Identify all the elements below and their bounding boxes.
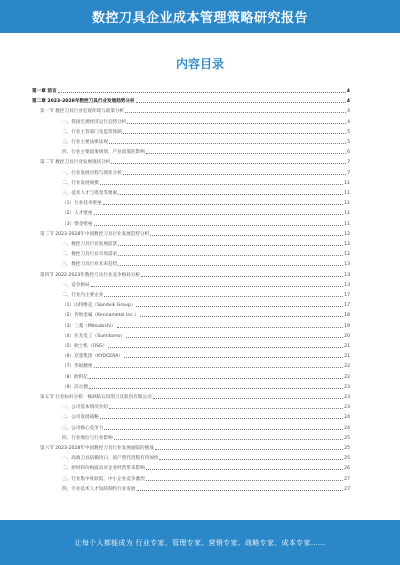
toc-entry-page: 5 — [347, 140, 350, 145]
toc-entry[interactable] — [32, 127, 350, 135]
toc-entry-page: 6 — [347, 150, 350, 156]
toc-entry[interactable] — [32, 86, 350, 94]
toc-leader-dots — [89, 378, 343, 379]
toc-entry-label: 四、专业技术人才短缺制约行业发展 — [62, 486, 136, 492]
toc-entry-page: 11 — [344, 201, 350, 207]
toc-entry-label: 一、行业发展历程与现状分析 — [62, 170, 122, 176]
toc-entry[interactable] — [32, 208, 350, 216]
toc-leader-dots — [109, 143, 346, 144]
toc-leader-dots — [118, 245, 343, 246]
toc-entry-page: 13 — [344, 272, 350, 278]
toc-entry-label: 二、数控刀具行业市场需求 — [62, 252, 118, 258]
toc-leader-dots — [124, 357, 343, 358]
toc-leader-dots — [118, 265, 343, 266]
toc-leader-dots — [118, 194, 343, 195]
toc-entry-page: 13 — [344, 262, 350, 268]
toc-entry-page: 13 — [344, 282, 350, 288]
table-of-contents — [32, 86, 350, 506]
toc-entry[interactable] — [32, 259, 350, 267]
toc-leader-dots — [109, 408, 343, 409]
toc-entry-page: 25 — [344, 435, 350, 441]
toc-leader-dots — [153, 398, 343, 399]
toc-entry-page: 11 — [344, 191, 350, 196]
toc-leader-dots — [94, 367, 344, 368]
toc-leader-dots — [104, 296, 343, 297]
toc-entry[interactable] — [32, 474, 350, 482]
toc-entry[interactable] — [32, 372, 350, 380]
toc-entry-label: 第三节 2023-2028年中国数控刀具行业发展趋势分析 — [40, 231, 150, 237]
toc-entry[interactable] — [32, 157, 350, 165]
toc-entry[interactable] — [32, 423, 350, 431]
toc-leader-dots — [123, 174, 346, 175]
toc-entry-page: 17 — [344, 303, 350, 309]
toc-entry[interactable] — [32, 453, 350, 461]
toc-entry-page: 4 — [346, 99, 350, 105]
toc-entry-page: 19 — [344, 323, 350, 329]
toc-entry-label: 三、公司核心竞争力 — [62, 425, 104, 431]
toc-entry-label: 一、高端刀具依赖进口，国产替代进程有待加快 — [62, 456, 159, 462]
toc-entry-label: （7）华锐精密 — [62, 364, 93, 370]
toc-leader-dots — [136, 306, 343, 307]
toc-leader-dots — [94, 214, 344, 215]
footer-slogan: 让每个人都能成为 行业专家、管理专家、营销专家、战略专家、成本专家…… — [74, 538, 326, 547]
toc-entry-page: 22 — [344, 374, 350, 380]
toc-entry[interactable] — [32, 392, 350, 400]
toc-entry-label: 第一节 数控刀具行业宏观环境与政策分析 — [40, 109, 125, 115]
toc-entry-page: 4 — [346, 89, 350, 94]
toc-entry-label: 四、行业地位与行业影响 — [62, 435, 113, 441]
toc-entry-page: 24 — [344, 425, 350, 431]
toc-entry[interactable] — [32, 188, 350, 196]
toc-entry-page: 4 — [347, 119, 350, 125]
toc-entry-page: 12 — [344, 252, 350, 258]
toc-leader-dots — [104, 429, 343, 430]
toc-entry[interactable] — [32, 412, 350, 420]
toc-leader-dots — [123, 133, 346, 134]
toc-entry-label: 一、竞争格局 — [62, 282, 90, 288]
toc-entry-label: 第二节 数控刀具行业发展现状分析 — [40, 160, 111, 166]
toc-leader-dots — [91, 286, 344, 287]
toc-entry[interactable] — [32, 178, 350, 186]
toc-entry-page: 23 — [344, 405, 350, 411]
toc-leader-dots — [146, 480, 343, 481]
toc-leader-dots — [89, 388, 343, 389]
toc-entry-label: 二、公司发展战略 — [62, 415, 99, 421]
toc-leader-dots — [108, 347, 343, 348]
toc-leader-dots — [159, 459, 343, 460]
toc-entry[interactable] — [32, 484, 350, 492]
toc-leader-dots — [127, 123, 346, 124]
toc-entry-label: 三、数控刀具行业未来趋势 — [62, 262, 118, 268]
toc-entry[interactable] — [32, 300, 350, 308]
toc-entry-label: （8）欧科亿 — [62, 374, 88, 380]
toc-entry-label: 一、公司基本情况介绍 — [62, 405, 108, 411]
toc-entry[interactable] — [32, 433, 350, 441]
toc-entry-page: 11 — [344, 180, 350, 186]
toc-entry-page: 23 — [344, 395, 350, 400]
toc-leader-dots — [141, 276, 343, 277]
toc-entry-page: 22 — [344, 364, 350, 370]
toc-entry-page: 7 — [347, 170, 350, 176]
toc-entry[interactable] — [32, 351, 350, 359]
toc-entry-page: 4 — [347, 109, 350, 115]
toc-entry-page: 27 — [344, 486, 350, 492]
toc-entry-label: （4）住友电工（Sumitomo） — [62, 333, 126, 339]
toc-entry-label: 第一章 前言 — [32, 89, 57, 94]
toc-entry[interactable] — [32, 147, 350, 155]
toc-entry-label: （6）京瓷集团（KYOCERA） — [62, 354, 123, 360]
toc-entry-label: 二、行业主管部门及监管体制 — [62, 129, 122, 135]
toc-entry[interactable] — [32, 96, 350, 104]
toc-entry-label: 第四节 2022-2023年数控刀具行业竞争格局分析 — [40, 272, 141, 278]
toc-entry[interactable] — [32, 341, 350, 349]
toc-leader-dots — [58, 92, 346, 93]
toc-entry-page: 12 — [344, 231, 350, 237]
toc-leader-dots — [136, 102, 346, 103]
toc-entry[interactable] — [32, 361, 350, 369]
toc-leader-dots — [146, 153, 346, 154]
toc-entry[interactable] — [32, 106, 350, 114]
toc-leader-dots — [125, 112, 346, 113]
toc-entry[interactable] — [32, 249, 350, 257]
toc-leader-dots — [117, 327, 344, 328]
toc-entry[interactable] — [32, 310, 350, 318]
toc-entry[interactable] — [32, 443, 350, 451]
toc-title: 内容目录 — [175, 57, 224, 71]
report-title: 数控刀具企业成本管理策略研究报告 — [91, 11, 308, 26]
toc-entry[interactable] — [32, 321, 350, 329]
toc-entry[interactable] — [32, 198, 350, 206]
toc-entry-label: 一、我国宏观经济运行态势分析 — [62, 119, 127, 125]
toc-leader-dots — [126, 337, 343, 338]
toc-entry[interactable] — [32, 331, 350, 339]
toc-entry-label: 三、技术人才与资金等要素 — [62, 191, 118, 196]
toc-entry-label: （3）资金壁垒 — [62, 221, 93, 227]
toc-entry-page: 18 — [344, 313, 350, 319]
toc-entry-label: 三、行业集中度较低，中小企业竞争激烈 — [62, 476, 145, 482]
toc-entry-page: 11 — [344, 211, 350, 217]
toc-entry-label: （2）肯纳金属（Kennametal Inc.） — [62, 313, 139, 319]
toc-entry-label: （2）人才壁垒 — [62, 211, 93, 217]
toc-entry-label: 三、行业主要法律法规 — [62, 140, 108, 145]
toc-leader-dots — [111, 163, 346, 164]
toc-entry[interactable] — [32, 280, 350, 288]
toc-leader-dots — [146, 469, 343, 470]
toc-entry[interactable] — [32, 239, 350, 247]
toc-entry-label: 第五节 行业标杆分析：株洲钻石切削刀具股份有限公司 — [40, 395, 152, 400]
toc-entry-label: 一、数控刀具行业发展前景 — [62, 242, 118, 247]
toc-entry-label: 四、行业主要政策规划、产业政策的影响 — [62, 150, 145, 156]
toc-entry[interactable] — [32, 382, 350, 390]
toc-leader-dots — [103, 204, 343, 205]
toc-entry-page: 25 — [344, 456, 350, 462]
toc-entry-label: （3）三菱（Mitsubishi） — [62, 323, 116, 329]
toc-entry[interactable] — [32, 290, 350, 298]
toc-entry-label: 二、行业发展规模 — [62, 180, 99, 186]
toc-entry-page: 11 — [344, 221, 350, 227]
toc-entry-page: 23 — [344, 384, 350, 390]
toc-entry-label: 二、行业内主要企业 — [62, 293, 104, 298]
toc-entry-page: 7 — [347, 160, 350, 166]
toc-leader-dots — [100, 184, 343, 185]
header-banner — [0, 0, 400, 33]
toc-entry-label: （9）沃尔德 — [62, 384, 88, 390]
toc-entry-label: 第六节 2023-2028年中国数控刀具行业发展面临的挑战 — [40, 446, 154, 451]
toc-entry[interactable] — [32, 270, 350, 278]
toc-entry[interactable] — [32, 137, 350, 145]
toc-entry[interactable] — [32, 402, 350, 410]
toc-entry-label: （1）行业技术壁垒 — [62, 201, 102, 207]
toc-entry-label: （5）欧士机（OSG） — [62, 344, 108, 349]
toc-leader-dots — [140, 316, 343, 317]
toc-leader-dots — [137, 490, 344, 491]
toc-entry-page: 5 — [347, 129, 350, 135]
toc-entry-page: 17 — [344, 293, 350, 298]
toc-leader-dots — [118, 255, 343, 256]
toc-entry[interactable] — [32, 117, 350, 125]
toc-entry-page: 26 — [344, 466, 350, 472]
toc-entry[interactable] — [32, 219, 350, 227]
toc-entry-page: 12 — [344, 242, 350, 247]
toc-leader-dots — [114, 439, 344, 440]
toc-leader-dots — [100, 418, 343, 419]
toc-entry-page: 25 — [344, 446, 350, 451]
footer-banner — [0, 520, 400, 565]
toc-entry[interactable] — [32, 168, 350, 176]
toc-entry-page: 20 — [344, 333, 350, 339]
toc-entry-page: 21 — [344, 344, 350, 349]
toc-leader-dots — [155, 449, 343, 450]
toc-entry-page: 24 — [344, 415, 350, 421]
toc-entry-label: 第二章 2023-2028年数控刀具行业发展趋势分析 — [32, 99, 135, 105]
toc-entry[interactable] — [32, 463, 350, 471]
toc-entry-page: 21 — [344, 354, 350, 360]
toc-entry[interactable] — [32, 229, 350, 237]
toc-leader-dots — [94, 225, 344, 226]
toc-entry-page: 27 — [344, 476, 350, 482]
toc-entry-label: （1）山特维克（Sandvik Group） — [62, 303, 136, 309]
toc-leader-dots — [150, 235, 343, 236]
toc-entry-label: 二、原材料价格波动对企业经营带来影响 — [62, 466, 145, 472]
